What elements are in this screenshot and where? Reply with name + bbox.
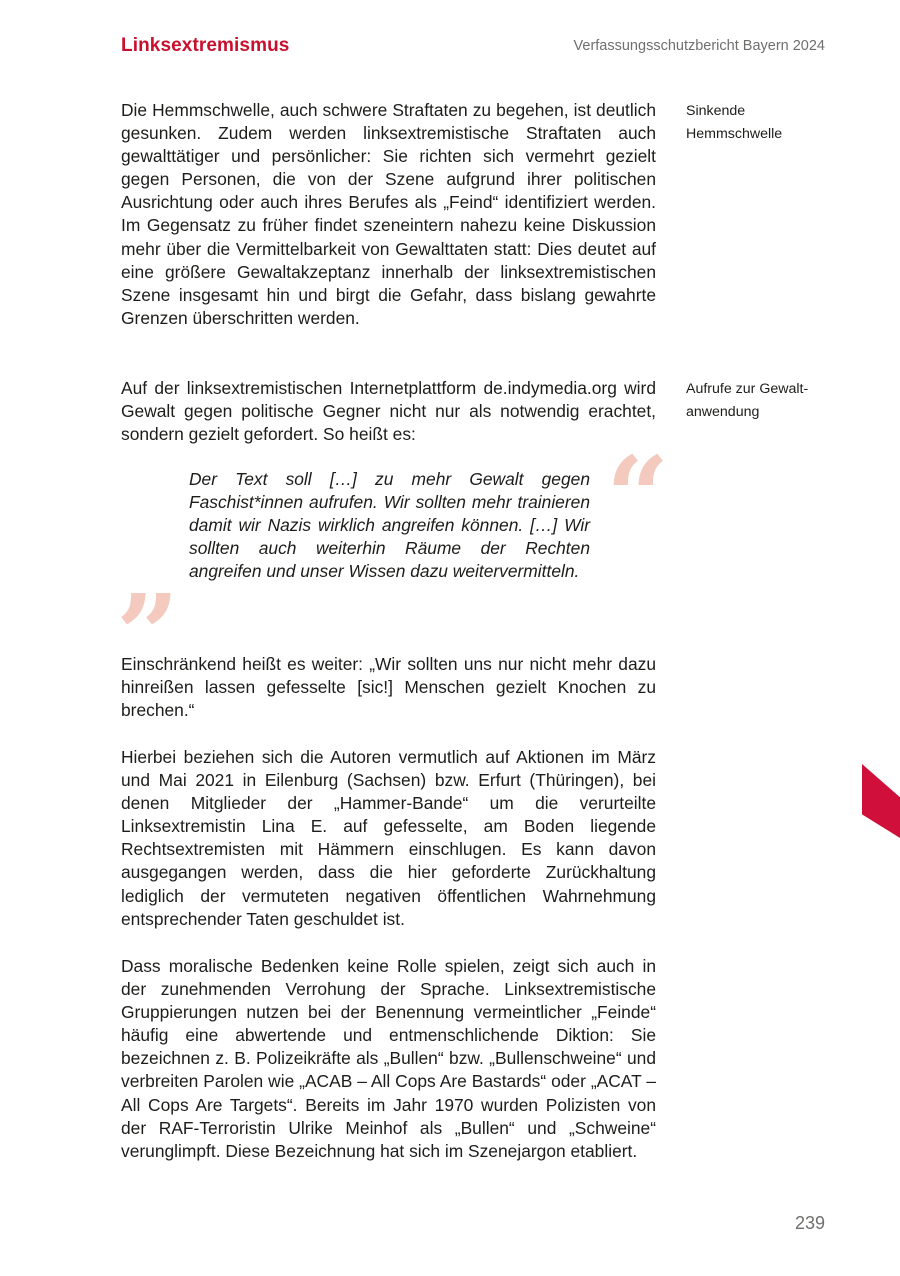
paragraph-2: Auf der linksextremistischen Internetplattform de.indymedia.org wird Gewalt gegen politische Gegner nicht nur als notwendig erachtet, sondern gezielt gefordert. So heißt es: bbox=[121, 378, 656, 445]
section-title: Linksextremismus bbox=[121, 35, 290, 56]
open-quote-mark: “ bbox=[606, 432, 670, 561]
paragraph-3: Einschränkend heißt es weiter: „Wir sollten uns nur nicht mehr dazu hinreißen lassen gefesselte [sic!] Menschen gezielt Knochen zu brechen.“ bbox=[121, 654, 656, 721]
margin-note-hemmschwelle: Sinkende Hemmschwelle bbox=[686, 103, 783, 142]
close-quote-mark: ” bbox=[116, 570, 180, 699]
blockquote: Der Text soll […] zu mehr Gewalt gegen Faschist*innen aufrufen. Wir sollten mehr trainieren damit wir Nazis wirklich angreifen können. […] Wir sollten auch weiterhin Räume der Rechten angreifen und unser Wissen dazu weitervermitteln. bbox=[189, 469, 590, 582]
page-number: 239 bbox=[794, 1213, 825, 1233]
paragraph-1: Die Hemmschwelle, auch schwere Straftaten zu begehen, ist deutlich gesunken. Zudem werden linksextremistische Straftaten auch gewalttätiger und persönlicher: Sie richten sich vermehrt gezielt gegen Personen, die von der Szene aufgrund ihrer politischen Ausrichtung oder auch ihres Berufes als „Feind“ identifiziert werden. Im Gegensatz zu früher findet szeneintern nahezu keine Diskussion mehr über die Vermittelbarkeit von Gewalttaten statt: Dies deutet auf eine größere Gewaltakzeptanz innerhalb der linksextremistischen Szene insgesamt hin und birgt die Gefahr, dass bislang gewahrte Grenzen überschritten werden. bbox=[121, 100, 656, 328]
margin-note-gewaltaufrufe: Aufrufe zur Gewalt-anwendung bbox=[686, 381, 809, 420]
paragraph-5: Dass moralische Bedenken keine Rolle spielen, zeigt sich auch in der zunehmenden Verrohung der Sprache. Linksextremistische Gruppierungen nutzen bei der Benennung vermeintlicher „Feinde“ häufig eine abwertende und entmenschlichende Diktion: Sie bezeichnen z. B. Polizeikräfte als „Bullen“ bzw. „Bullenschweine“ und verbreiten Parolen wie „ACAB – All Cops Are Bastards“ oder „ACAT – All Cops Are Targets“. Bereits im Jahr 1970 wurden Polizisten von der RAF-Terroristin Ulrike Meinhof als „Bullen“ und „Schweine“ verunglimpft. Diese Bezeichnung hat sich im Szenejargon etabliert. bbox=[121, 956, 656, 1161]
report-title: Verfassungsschutzbericht Bayern 2024 bbox=[573, 38, 825, 54]
paragraph-4: Hierbei beziehen sich die Autoren vermutlich auf Aktionen im März und Mai 2021 in Eilenburg (Sachsen) bzw. Erfurt (Thüringen), bei denen Mitglieder der „Hammer-Bande“ um die verurteilte Linksextremistin Lina E. auf gefesselte, am Boden liegende Rechtsextremisten mit Hämmern einschlugen. Es kann davon ausgegangen werden, dass die hier geforderte Zurückhaltung lediglich der vermuteten negativen öffentlichen Wahrnehmung entsprechender Taten geschuldet ist. bbox=[121, 747, 656, 929]
chapter-tab-marker bbox=[862, 764, 900, 838]
